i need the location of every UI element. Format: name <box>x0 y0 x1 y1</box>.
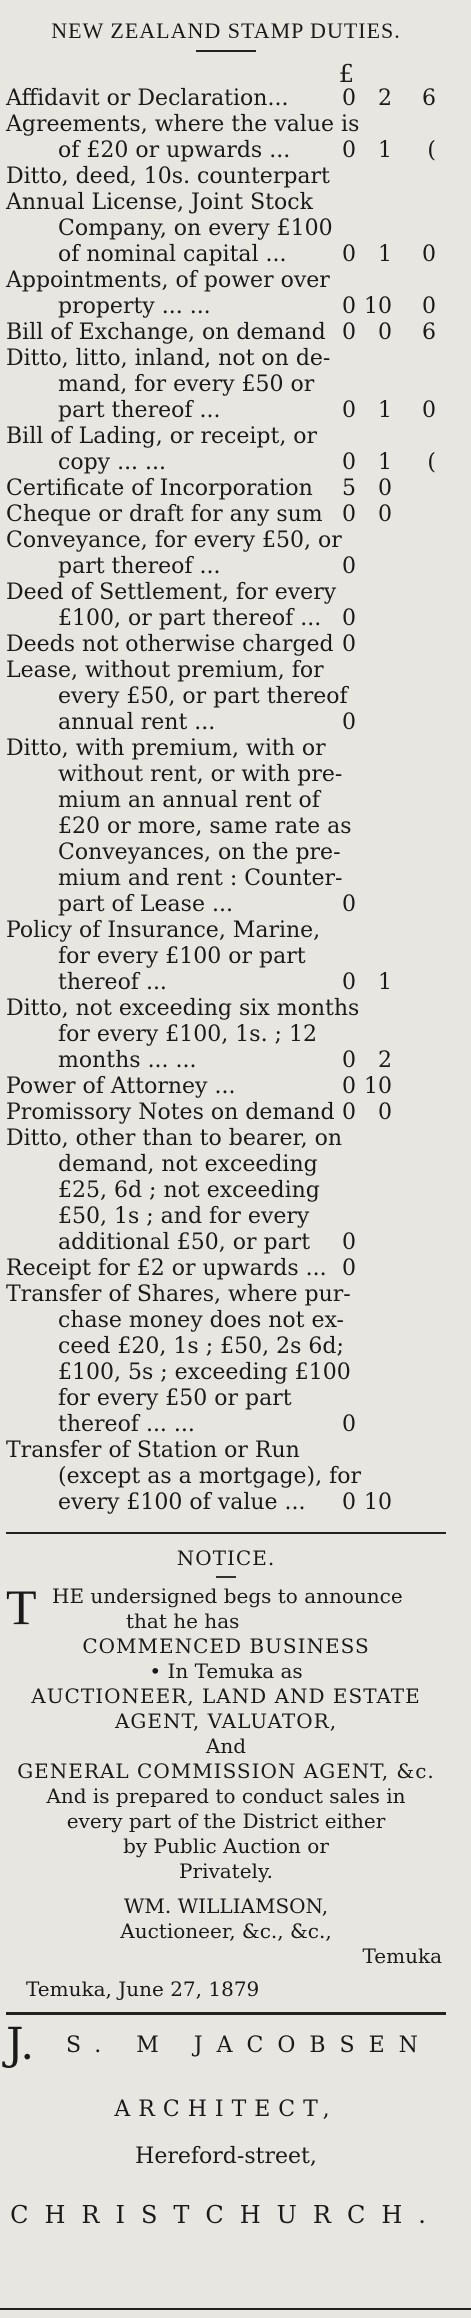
duty-text: Affidavit or Declaration... <box>6 86 289 111</box>
duty-text: mium an annual rent of <box>58 788 320 813</box>
notice-line: HE undersigned begs to announce <box>52 1584 403 1608</box>
duty-text: demand, not exceeding <box>58 1152 318 1177</box>
duty-line <box>6 1152 446 1178</box>
duty-shillings: 1 <box>378 138 392 163</box>
duty-line <box>6 1230 446 1256</box>
duty-text: Company, on every £100 <box>58 216 333 241</box>
duty-text: Ditto, litto, inland, not on de- <box>6 346 331 371</box>
duty-pounds: 0 <box>342 710 356 735</box>
duty-shillings: 1 <box>378 450 392 475</box>
duty-line <box>6 1100 446 1126</box>
notice-line: that he has <box>126 1609 240 1633</box>
duty-line <box>6 866 446 892</box>
duty-line <box>6 528 446 554</box>
duty-line <box>6 372 446 398</box>
duty-entry <box>6 164 446 190</box>
duty-text: every £100 of value ... <box>58 1490 306 1515</box>
duty-line <box>6 1490 446 1516</box>
duty-line <box>6 580 446 606</box>
duty-shillings: 2 <box>378 1048 392 1073</box>
duty-pounds: 0 <box>342 970 356 995</box>
duty-line <box>6 736 446 762</box>
duty-text: mium and rent : Counter- <box>58 866 343 891</box>
architect-heading <box>6 2019 446 2075</box>
duty-line <box>6 450 446 476</box>
duty-text: Policy of Insurance, Marine, <box>6 918 321 943</box>
duty-line <box>6 320 446 346</box>
duty-line <box>6 918 446 944</box>
duty-pounds: 0 <box>342 242 356 267</box>
duty-text: Conveyances, on the pre- <box>58 840 341 865</box>
notice-line: by Public Auction or <box>123 1834 329 1858</box>
duty-entry <box>6 502 446 528</box>
duty-text: Appointments, of power over <box>6 268 330 293</box>
duty-pounds: 0 <box>342 1490 356 1515</box>
duty-text: £100, 5s ; exceeding £100 <box>58 1360 351 1385</box>
duty-text: Ditto, other than to bearer, on <box>6 1126 342 1151</box>
notice-signature: WM. WILLIAMSON, <box>123 1894 329 1918</box>
notice-date: Temuka, June 27, 1879 <box>26 1977 260 2001</box>
duty-text: £50, 1s ; and for every <box>58 1204 310 1229</box>
duty-pence: 0 <box>422 398 436 423</box>
notice-place: Temuka <box>362 1944 442 1968</box>
duty-entry <box>6 1100 446 1126</box>
duty-line <box>6 164 446 190</box>
notice-dash <box>216 1576 236 1578</box>
notice-line: AUCTIONEER, LAND AND ESTATE <box>31 1684 421 1708</box>
duty-line <box>6 1048 446 1074</box>
duty-text: Certificate of Incorporation <box>6 476 313 501</box>
duty-text: £25, 6d ; not exceeding <box>58 1178 320 1203</box>
duty-line <box>6 996 446 1022</box>
duty-line <box>6 294 446 320</box>
duty-line <box>6 554 446 580</box>
duty-text: for every £100 or part <box>58 944 306 969</box>
notice-line: And is prepared to conduct sales in <box>46 1784 406 1808</box>
architect-name: S. M JACOBSEN <box>66 2033 432 2058</box>
duty-pounds: 0 <box>342 398 356 423</box>
duty-text: Deeds not otherwise charged <box>6 632 334 657</box>
duty-shillings: 1 <box>378 398 392 423</box>
duty-line <box>6 242 446 268</box>
duty-pounds: 0 <box>342 294 356 319</box>
duty-text: of nominal capital ... <box>58 242 287 267</box>
duty-pounds: 0 <box>342 1412 356 1437</box>
duty-text: Ditto, not exceeding six months <box>6 996 360 1021</box>
duty-text: Promissory Notes on demand <box>6 1100 335 1125</box>
duty-line <box>6 502 446 528</box>
duty-line <box>6 1178 446 1204</box>
stamp-duties-title: NEW ZEALAND STAMP DUTIES. <box>51 18 401 43</box>
duty-line <box>6 216 446 242</box>
duty-text: part thereof ... <box>58 554 221 579</box>
duty-text: Annual License, Joint Stock <box>6 190 313 215</box>
duty-line <box>6 1308 446 1334</box>
duty-text: Power of Attorney ... <box>6 1074 236 1099</box>
duty-pounds: 0 <box>342 86 356 111</box>
duty-line <box>6 1282 446 1308</box>
duty-text: additional £50, or part <box>58 1230 311 1255</box>
duty-line <box>6 788 446 814</box>
duty-shillings: 1 <box>378 970 392 995</box>
duty-line <box>6 112 446 138</box>
duty-text: Conveyance, for every £50, or <box>6 528 342 553</box>
notice-signature-title: Auctioneer, &c., &c., <box>120 1919 332 1943</box>
duty-pence: 6 <box>422 86 436 111</box>
duty-pounds: 0 <box>342 1230 356 1255</box>
duty-line <box>6 268 446 294</box>
duty-line <box>6 762 446 788</box>
duty-line <box>6 138 446 164</box>
duty-entry <box>6 528 446 580</box>
architect-street: Hereford-street, <box>135 2144 317 2169</box>
duty-shillings: 0 <box>378 1100 392 1125</box>
duty-line <box>6 398 446 424</box>
duty-entry <box>6 424 446 476</box>
duty-entry <box>6 1126 446 1256</box>
duty-pounds: 0 <box>342 450 356 475</box>
duty-line <box>6 840 446 866</box>
duty-entry <box>6 580 446 632</box>
duty-line <box>6 1334 446 1360</box>
duty-line <box>6 190 446 216</box>
duty-pence: 6 <box>422 320 436 345</box>
notice-line: • In Temuka as <box>149 1659 303 1683</box>
duty-shillings: 0 <box>378 502 392 527</box>
duty-line <box>6 1386 446 1412</box>
duty-text: Bill of Exchange, on demand <box>6 320 326 345</box>
duty-line <box>6 684 446 710</box>
bottom-rule <box>0 2308 471 2310</box>
pound-sign-header: £ <box>338 60 354 88</box>
duty-shillings: 2 <box>378 86 392 111</box>
duty-text: part thereof ... <box>58 398 221 423</box>
duty-text: (except as a mortgage), for <box>58 1464 362 1489</box>
duty-pounds: 0 <box>342 892 356 917</box>
duty-pounds: 0 <box>342 632 356 657</box>
duty-text: months ... ... <box>58 1048 197 1073</box>
duty-text: Agreements, where the value is <box>6 112 360 137</box>
duty-entry <box>6 632 446 658</box>
duty-line <box>6 1204 446 1230</box>
duty-text: £20 or more, same rate as <box>58 814 352 839</box>
duty-line <box>6 1360 446 1386</box>
notice-line: COMMENCED BUSINESS <box>82 1634 370 1658</box>
drop-cap: T <box>6 1579 37 1635</box>
duty-shillings: 10 <box>364 1490 392 1515</box>
duty-text: Ditto, deed, 10s. counterpart <box>6 164 330 189</box>
duty-text: Cheque or draft for any sum <box>6 502 323 527</box>
duty-pence: ( <box>427 450 436 475</box>
duty-pence: 0 <box>422 294 436 319</box>
column <box>6 10 446 2229</box>
duty-line <box>6 632 446 658</box>
duty-pounds: 0 <box>342 1256 356 1281</box>
duty-entry <box>6 476 446 502</box>
notice-title: NOTICE. <box>176 1546 276 1570</box>
duty-shillings: 0 <box>378 476 392 501</box>
duty-pounds: 0 <box>342 1048 356 1073</box>
duty-line <box>6 1022 446 1048</box>
duty-pounds: 0 <box>342 606 356 631</box>
duty-line <box>6 814 446 840</box>
duty-text: ceed £20, 1s ; £50, 2s 6d; <box>58 1334 344 1359</box>
duty-line <box>6 892 446 918</box>
duty-entry <box>6 112 446 164</box>
section-rule <box>6 2012 446 2015</box>
duty-line <box>6 710 446 736</box>
notice-line: And <box>205 1734 247 1758</box>
duty-line <box>6 606 446 632</box>
duty-pounds: 0 <box>342 502 356 527</box>
duty-pounds: 5 <box>342 476 356 501</box>
duty-text: without rent, or with pre- <box>58 762 343 787</box>
duty-shillings: 1 <box>378 242 392 267</box>
notice-line: Privately. <box>179 1859 273 1883</box>
duty-entry <box>6 86 446 112</box>
duty-text: Receipt for £2 or upwards ... <box>6 1256 327 1281</box>
duty-entry <box>6 320 446 346</box>
duty-entry <box>6 1256 446 1282</box>
duty-text: Deed of Settlement, for every <box>6 580 337 605</box>
duty-pounds: 0 <box>342 320 356 345</box>
duty-text: thereof ... ... <box>58 1412 195 1437</box>
duty-line <box>6 1126 446 1152</box>
architect-initial: J. <box>6 2019 35 2070</box>
column-header <box>6 60 446 86</box>
duty-line <box>6 346 446 372</box>
duty-text: Lease, without premium, for <box>6 658 324 683</box>
section-rule <box>6 1532 446 1534</box>
duty-text: £100, or part thereof ... <box>58 606 322 631</box>
duty-text: Ditto, with premium, with or <box>6 736 326 761</box>
notice-line: every part of the District either <box>66 1809 386 1833</box>
duty-entry <box>6 658 446 736</box>
duty-text: for every £100, 1s. ; 12 <box>58 1022 317 1047</box>
duty-pence: ( <box>427 138 436 163</box>
duty-text: mand, for every £50 or <box>58 372 315 397</box>
duty-line <box>6 1412 446 1438</box>
duty-text: Transfer of Shares, where pur- <box>6 1282 351 1307</box>
duty-entry <box>6 1282 446 1438</box>
duty-pounds: 0 <box>342 554 356 579</box>
duty-entry <box>6 268 446 320</box>
notice-line: AGENT, VALUATOR, <box>114 1709 338 1733</box>
duty-pounds: 0 <box>342 1074 356 1099</box>
notice-line: GENERAL COMMISSION AGENT, &c. <box>17 1759 435 1783</box>
duty-text: thereof ... <box>58 970 167 995</box>
duties-list <box>6 86 446 1516</box>
duty-text: property ... ... <box>58 294 211 319</box>
duty-line <box>6 970 446 996</box>
duty-line <box>6 944 446 970</box>
duty-entry <box>6 1074 446 1100</box>
duty-text: every £50, or part thereof <box>58 684 348 709</box>
duty-entry <box>6 736 446 918</box>
duty-line <box>6 1074 446 1100</box>
duty-text: chase money does not ex- <box>58 1308 344 1333</box>
duty-text: annual rent ... <box>58 710 216 735</box>
duty-pounds: 0 <box>342 1100 356 1125</box>
duty-text: of £20 or upwards ... <box>58 138 291 163</box>
duty-line <box>6 476 446 502</box>
duty-line <box>6 424 446 450</box>
duty-entry <box>6 918 446 996</box>
duty-text: for every £50 or part <box>58 1386 292 1411</box>
duty-pounds: 0 <box>342 138 356 163</box>
duty-entry <box>6 996 446 1074</box>
duty-text: copy ... ... <box>58 450 167 475</box>
duty-line <box>6 86 446 112</box>
duty-text: part of Lease ... <box>58 892 233 917</box>
duty-shillings: 10 <box>364 294 392 319</box>
duty-line <box>6 658 446 684</box>
duty-pence: 0 <box>422 242 436 267</box>
duty-line <box>6 1464 446 1490</box>
duty-entry <box>6 1438 446 1516</box>
duty-shillings: 0 <box>378 320 392 345</box>
duty-text: Transfer of Station or Run <box>6 1438 300 1463</box>
duty-line <box>6 1256 446 1282</box>
duty-line <box>6 1438 446 1464</box>
duty-entry <box>6 346 446 424</box>
duty-text: Bill of Lading, or receipt, or <box>6 424 318 449</box>
title-rule <box>196 50 256 52</box>
duty-entry <box>6 190 446 268</box>
duty-shillings: 10 <box>364 1074 392 1099</box>
architect-profession: ARCHITECT, <box>114 2097 338 2122</box>
architect-city: CHRISTCHURCH. <box>10 2201 442 2229</box>
notice-body <box>6 1579 446 2002</box>
